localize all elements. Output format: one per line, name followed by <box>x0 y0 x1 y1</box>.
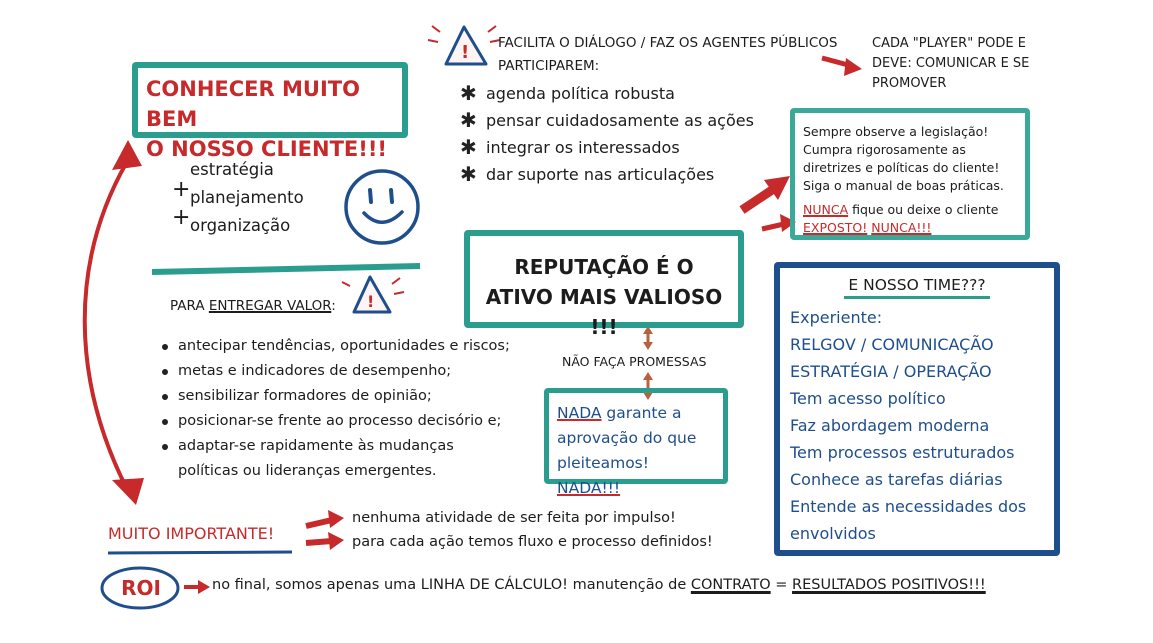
nothing-box: NADA garante a aprovação do que pleiteamos! NADA!!! <box>544 388 728 484</box>
list-item: sensibilizar formadores de opinião; <box>162 384 510 409</box>
underline <box>108 552 292 553</box>
never-line: NUNCA fique ou deixe o cliente <box>803 202 999 217</box>
pillars-list <box>172 156 304 240</box>
plus-icon: + <box>172 205 191 230</box>
list-item: ESTRATÉGIA / OPERAÇÃO <box>790 362 992 381</box>
svg-text:!: ! <box>461 42 470 63</box>
team-title: E NOSSO TIME??? <box>780 276 1054 294</box>
list-item: metas e indicadores de desempenho; <box>162 359 510 384</box>
roi-label: ROI <box>121 576 161 600</box>
warning-icon <box>428 26 500 64</box>
asterisk-icon: ✱ <box>460 108 477 132</box>
dialogue-list <box>460 80 754 188</box>
client-box-line2: O NOSSO CLIENTE!!! <box>146 137 387 161</box>
player-note: CADA "PLAYER" PODE E DEVE: COMUNICAR E SE PROMOVER <box>872 36 1030 91</box>
list-item: posicionar-se frente ao processo decisório e; <box>162 409 510 434</box>
dialogue-header-line2: PARTICIPAREM: <box>498 58 600 74</box>
list-item: ✱ agenda política robusta <box>460 81 675 105</box>
double-arrow-icon <box>85 140 144 505</box>
list-item: envolvidos <box>790 524 876 543</box>
list-item: adaptar-se rapidamente às mudanças <box>162 434 510 459</box>
no-promises-label: NÃO FAÇA PROMESSAS <box>562 354 707 369</box>
list-item-continuation: políticas ou lideranças emergentes. <box>178 463 437 479</box>
pillar-item: estratégia <box>190 160 274 179</box>
reputation-line2: ATIVO MAIS VALIOSO !!! <box>485 285 723 339</box>
pillar-item: + organização <box>172 205 291 235</box>
deliver-value-list <box>162 334 510 484</box>
important-label: MUITO IMPORTANTE! <box>108 524 275 543</box>
arrow-right-icon <box>184 580 210 594</box>
client-box <box>132 62 408 161</box>
legislation-box: Sempre observe a legislação! Cumpra rigorosamente as diretrizes e políticas do cliente! Siga o manual de boas práticas. NUNCA fique ou deixe o cliente EXPOSTO! NUNCA!!! <box>790 108 1030 240</box>
deliver-value-header: PARA ENTREGAR VALOR: <box>170 298 336 314</box>
pillar-item: + planejamento <box>172 177 304 207</box>
list-item: Experiente: <box>790 308 883 327</box>
reputation-line1: REPUTAÇÃO É O <box>514 255 694 279</box>
arrow-right-icon <box>306 532 344 550</box>
client-box-line1: CONHECER MUITO BEM <box>146 77 360 131</box>
list-item: ✱ dar suporte nas articulações <box>460 162 715 186</box>
smiley-icon <box>346 171 418 243</box>
roi-text: no final, somos apenas uma LINHA DE CÁLCULO! manutenção de CONTRATO = RESULTADOS POSITIVOS!!! <box>212 577 986 593</box>
asterisk-icon: ✱ <box>460 162 477 186</box>
important-notes: nenhuma atividade de ser feita por impulso! para cada ação temos fluxo e processo definidos! <box>352 510 713 550</box>
asterisk-icon: ✱ <box>460 135 477 159</box>
list-item: Tem acesso político <box>790 389 946 408</box>
list-item: Entende as necessidades dos <box>790 497 1027 516</box>
list-item: RELGOV / COMUNICAÇÃO <box>790 335 994 354</box>
reputation-box <box>464 230 744 339</box>
list-item: ✱ integrar os interessados <box>460 135 680 159</box>
list-item: ✱ pensar cuidadosamente as ações <box>460 108 754 132</box>
exposed-line: EXPOSTO! NUNCA!!! <box>803 220 932 235</box>
dialogue-header <box>498 32 838 78</box>
list-item: Conhece as tarefas diárias <box>790 470 1003 489</box>
warning-icon <box>342 277 404 312</box>
plus-icon: + <box>172 177 191 202</box>
list-item: Tem processos estruturados <box>790 443 1015 462</box>
asterisk-icon: ✱ <box>460 81 477 105</box>
list-item: antecipar tendências, oportunidades e riscos; <box>162 334 510 359</box>
team-box <box>774 262 1060 556</box>
section-divider <box>152 266 420 272</box>
team-list <box>780 294 1054 547</box>
arrow-right-icon <box>306 510 344 528</box>
dialogue-header-line1: FACILITA O DIÁLOGO / FAZ OS AGENTES PÚBLICOS <box>498 35 838 51</box>
list-item: Faz abordagem moderna <box>790 416 990 435</box>
svg-text:!: ! <box>367 292 375 311</box>
